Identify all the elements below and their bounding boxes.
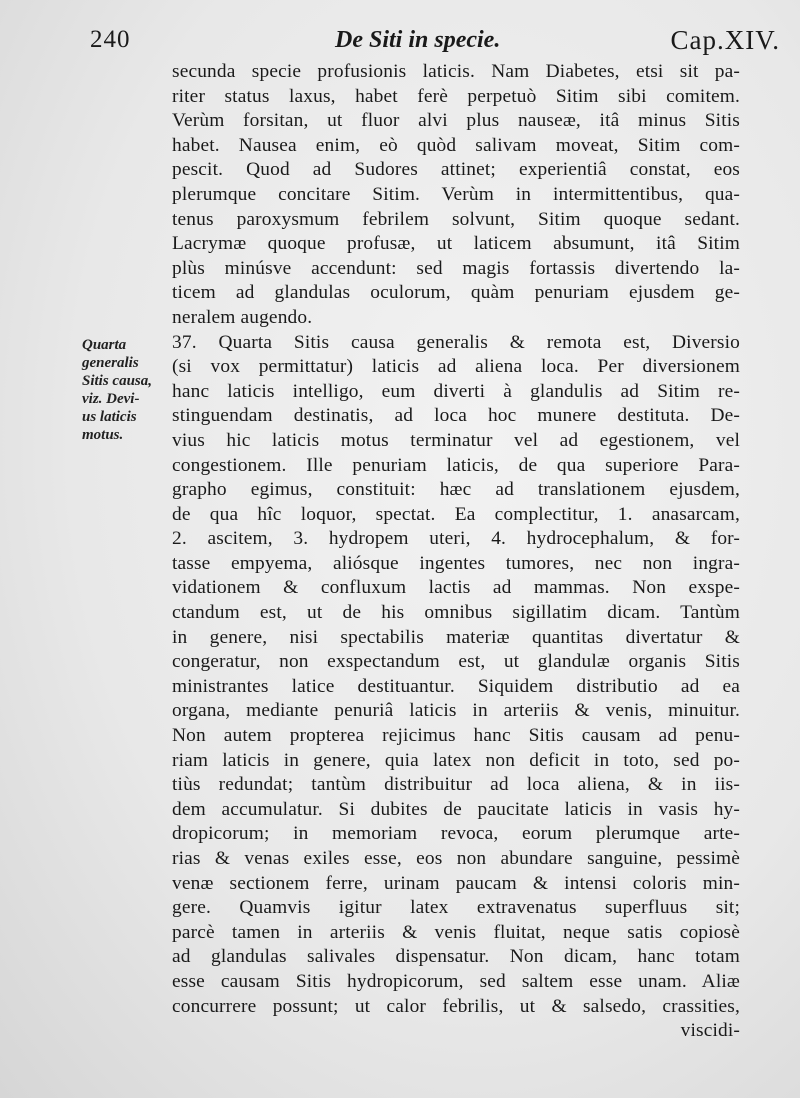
text-line: parcè tamen in arteriis & venis fluitat, neque satis copiosè (172, 921, 740, 943)
margin-note-line: us laticis (82, 409, 137, 425)
page-number: 240 (90, 26, 131, 53)
text-line: habet. Nausea enim, eò quòd salivam moveat, Sitim com- (172, 134, 740, 156)
text-line: 2. ascitem, 3. hydropem uteri, 4. hydrocephalum, & for- (172, 528, 740, 550)
running-title: De Siti in specie. (335, 27, 501, 53)
margin-note (82, 336, 170, 444)
text-line: Verùm forsitan, ut fluor alvi plus nauseæ, itâ minus Sitis (172, 110, 740, 132)
text-line: esse causam Sitis hydropicorum, sed saltem esse unam. Aliæ (172, 970, 740, 992)
catchword-line: viscidi- (680, 1020, 740, 1042)
text-line: pescit. Quod ad Sudores attinet; experientiâ constat, eos (172, 159, 740, 181)
text-line: (si vox permittatur) laticis ad aliena loca. Per diversionem (172, 356, 740, 378)
text-line: tenus paroxysmum febrilem solvunt, Sitim quoque sedant. (172, 208, 740, 230)
text-line: organa, mediante penuriâ laticis in arteriis & venis, minuitur. (172, 700, 740, 722)
text-line: ctandum est, ut de his omnibus sigillatim dicam. Tantùm (172, 602, 740, 624)
text-line: riter status laxus, habet ferè perpetuò Sitim sibi comitem. (172, 85, 740, 107)
text-line: hanc laticis intelligo, eum diverti à glandulis ad Sitim re- (172, 380, 740, 402)
text-line: concurrere possunt; ut calor febrilis, ut & salsedo, crassities, (172, 995, 740, 1017)
text-line: congestionem. Ille penuriam laticis, de qua superiore Para- (172, 454, 740, 476)
text-line: Lacrymæ quoque profusæ, ut laticem absumunt, itâ Sitim (172, 233, 740, 255)
text-line: ticem ad glandulas oculorum, quàm penuriam ejusdem ge- (172, 282, 740, 304)
text-line: neralem augendo. (172, 306, 313, 328)
text-line: in genere, nisi spectabilis materiæ quantitas divertatur & (172, 626, 740, 648)
text-line: Non autem propterea rejicimus hanc Sitis causam ad penu- (172, 725, 740, 747)
text-line: rias & venas exiles esse, eos non abundare sanguine, pessimè (172, 848, 740, 869)
text-line: tasse empyema, aliósque ingentes tumores, nec non ingra- (172, 552, 740, 574)
text-line: ad glandulas salivales dispensatur. Non dicam, hanc totam (172, 946, 740, 968)
margin-note-line: generalis (82, 355, 139, 371)
running-head (90, 22, 780, 62)
text-line: dropicorum; in memoriam revoca, eorum plerumque arte- (172, 823, 740, 845)
body-text (172, 60, 740, 1044)
paragraph-37-start: 37. Quarta Sitis causa generalis & remota est, Diversio (172, 331, 740, 353)
text-line: stinguendam destinatis, ad loca hoc munere destituta. De- (172, 405, 740, 427)
text-line: tiùs redundat; tantùm distribuitur ad loca aliena, & in iis- (172, 774, 740, 796)
text-line: riam laticis in genere, quia latex non deficit in toto, sed po- (172, 749, 740, 771)
text-line: dem accumulatur. Si dubites de paucitate laticis in vasis hy- (172, 798, 740, 820)
text-line: vius hic laticis motus terminatur vel ad egestionem, vel (172, 429, 740, 451)
text-line: plerumque concitare Sitim. Verùm in intermittentibus, qua- (172, 183, 740, 205)
text-line: plùs minúsve accendunt: sed magis fortassis divertendo la- (172, 257, 740, 279)
text-line: gere. Quamvis igitur latex extravenatus superfluus sit; (172, 897, 740, 919)
text-line: venæ sectionem ferre, urinam paucam & intensi coloris min- (172, 872, 740, 894)
margin-note-line: motus. (82, 427, 124, 443)
margin-note-line: Sitis causa, (82, 373, 153, 389)
text-line: grapho egimus, constituit: hæc ad translationem ejusdem, (172, 479, 740, 501)
chapter-label: Cap.XIV. (670, 25, 780, 55)
margin-note-line: viz. Devi- (82, 391, 140, 407)
text-line: ministrantes latice destituantur. Siquidem distributio ad ea (172, 675, 740, 697)
margin-note-line: Quarta (82, 337, 127, 353)
text-line: secunda specie profusionis laticis. Nam Diabetes, etsi sit pa- (172, 61, 740, 82)
text-line: congeratur, non exspectandum est, ut glandulæ organis Sitis (172, 651, 740, 673)
text-line: vidationem & confluxum lactis ad mammas. Non exspe- (172, 577, 740, 599)
text-line: de qua hîc loquor, spectat. Ea complectitur, 1. anasarcam, (172, 503, 740, 525)
